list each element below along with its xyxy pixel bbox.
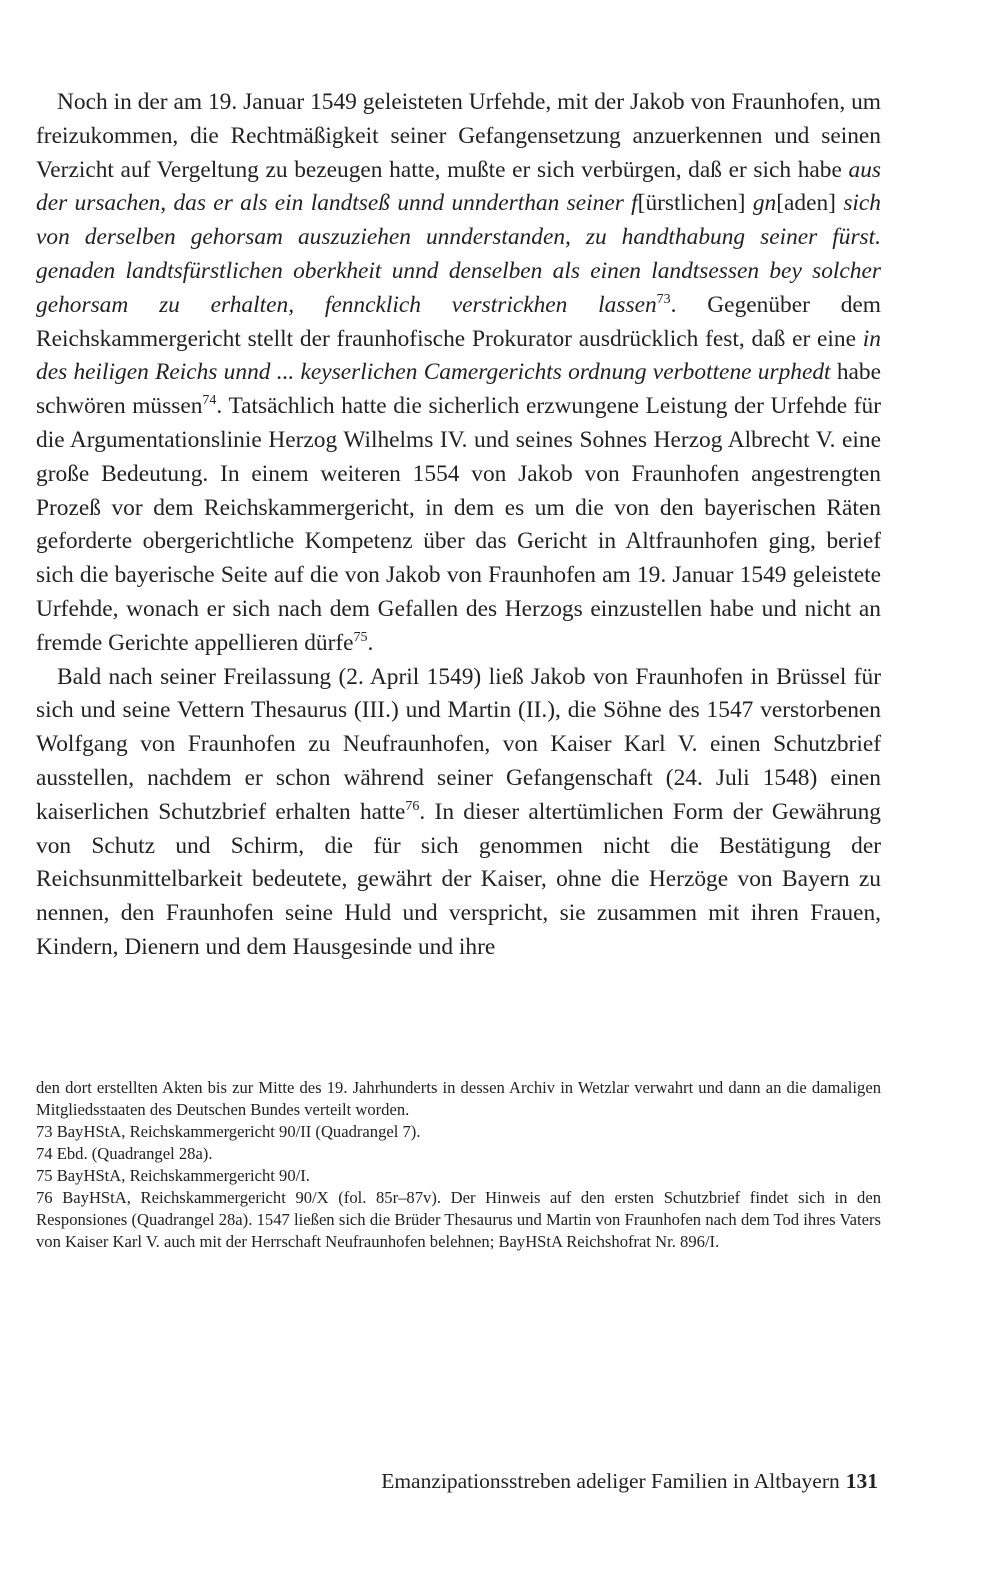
- footnote-73: 73 BayHStA, Reichskammergericht 90/II (Quadrangel 7).: [36, 1122, 421, 1141]
- text-run: habe schwören müssen: [36, 359, 881, 420]
- main-text: [36, 86, 881, 965]
- footnote-74: 74 Ebd. (Quadrangel 28a).: [36, 1144, 213, 1163]
- footnote-ref-73[interactable]: 73: [656, 291, 671, 307]
- paragraph-urfehde: [36, 86, 881, 661]
- footnote-ref-74[interactable]: 74: [202, 393, 217, 409]
- text-run: Bald nach seiner Freilassung (2. April 1549) ließ Jakob von Fraunhofen in Brüssel für sich und seine Vettern Thesaurus (III.) und Martin (II.), die Söhne des 1547 verstorbenen Wolfgang von Fraunhofen zu Neufraunhofen, von Kaiser Karl V. einen Schutzbrief ausstellen, nachdem er schon während seiner Gefangenschaft (24. Juli 1548) einen kaiserlichen Schutzbrief erhalten hatte: [36, 663, 881, 825]
- quote-run: aus der ursachen, das er als ein landtseß unnd unnderthan seiner f: [36, 156, 881, 217]
- text-run: . Tatsächlich hatte die sicherlich erzwungene Leistung der Urfehde für die Argumentationslinie Herzog Wilhelms IV. und seines Sohnes Herzog Albrecht V. eine große Bedeutung. In einem weiteren 1554 von Jakob von Fraunhofen angestrengten Prozeß vor dem Reichskammergericht, in dem es um die von den bayerischen Räten geforderte obergerichtliche Kompetenz über das Gericht in Altfraunhofen ging, berief sich die bayerische Seite auf die von Jakob von Fraunhofen am 19. Januar 1549 geleistete Urfehde, wonach er sich nach dem Gefallen des Herzogs einzustellen habe und nicht an fremde Gerichte appellieren dürfe: [36, 393, 882, 656]
- footnotes: [36, 1077, 881, 1253]
- paragraph-schutzbrief: [36, 661, 881, 965]
- quote-run: sich von derselben gehorsam auszuziehen unnderstanden, zu handthabung seiner fürst. genaden landtsfürstlichen oberkheit unnd denselben als einen landtsessen bey solcher gehorsam zu erhalten, fenncklich verstrickhen lassen: [36, 190, 881, 318]
- quote-run: in des heiligen Reichs unnd ... keyserlichen Camergerichts ordnung verbottene urphedt: [36, 325, 881, 386]
- footnote-ref-76[interactable]: 76: [405, 798, 420, 814]
- text-run: [ürstlichen]: [637, 190, 753, 217]
- footnote-76: 76 BayHStA, Reichskammergericht 90/X (fol. 85r–87v). Der Hinweis auf den ersten Schutzbrief findet sich in den Responsiones (Quadrangel 28a). 1547 ließen sich die Brüder Thesaurus und Martin von Fraunhofen nach dem Tod ihres Vaters von Kaiser Karl V. auch mit der Herrschaft Neufraunhofen belehnen; BayHStA Reichshofrat Nr. 896/I.: [36, 1188, 881, 1251]
- text-run: . Gegenüber dem Reichskammergericht stellt der fraunhofische Prokurator ausdrücklich fest, daß er eine: [36, 291, 881, 352]
- text-run: [aden]: [776, 190, 844, 217]
- footnote-75: 75 BayHStA, Reichskammergericht 90/I.: [36, 1166, 310, 1185]
- footnote-ref-75[interactable]: 75: [353, 629, 368, 645]
- footnote-continuation: den dort erstellten Akten bis zur Mitte des 19. Jahrhunderts in dessen Archiv in Wetzlar verwahrt und dann an die damaligen Mitgliedsstaaten des Deutschen Bundes verteilt worden.: [36, 1078, 881, 1119]
- quote-run: gn: [752, 190, 777, 217]
- running-title: Emanzipationsstreben adeliger Familien in Altbayern: [381, 1469, 840, 1493]
- text-run: Noch in der am 19. Januar 1549 geleisteten Urfehde, mit der Jakob von Fraunhofen, um freizukommen, die Rechtmäßigkeit seiner Gefangensetzung anzuerkennen und seinen Verzicht auf Vergeltung zu bezeugen hatte, mußte er sich verbürgen, daß er sich habe: [36, 89, 881, 183]
- text-run: . In dieser altertümlichen Form der Gewährung von Schutz und Schirm, die für sich genommen nicht die Bestätigung der Reichsunmittelbarkeit bedeutete, gewährt der Kaiser, ohne die Herzöge von Bayern zu nennen, den Fraunhofen seine Huld und verspricht, sie zusammen mit ihren Frauen, Kindern, Dienern und dem Hausgesinde und ihre: [36, 798, 882, 960]
- text-run: .: [367, 629, 374, 656]
- page-number: 131: [845, 1469, 878, 1493]
- running-footer: [381, 1467, 878, 1495]
